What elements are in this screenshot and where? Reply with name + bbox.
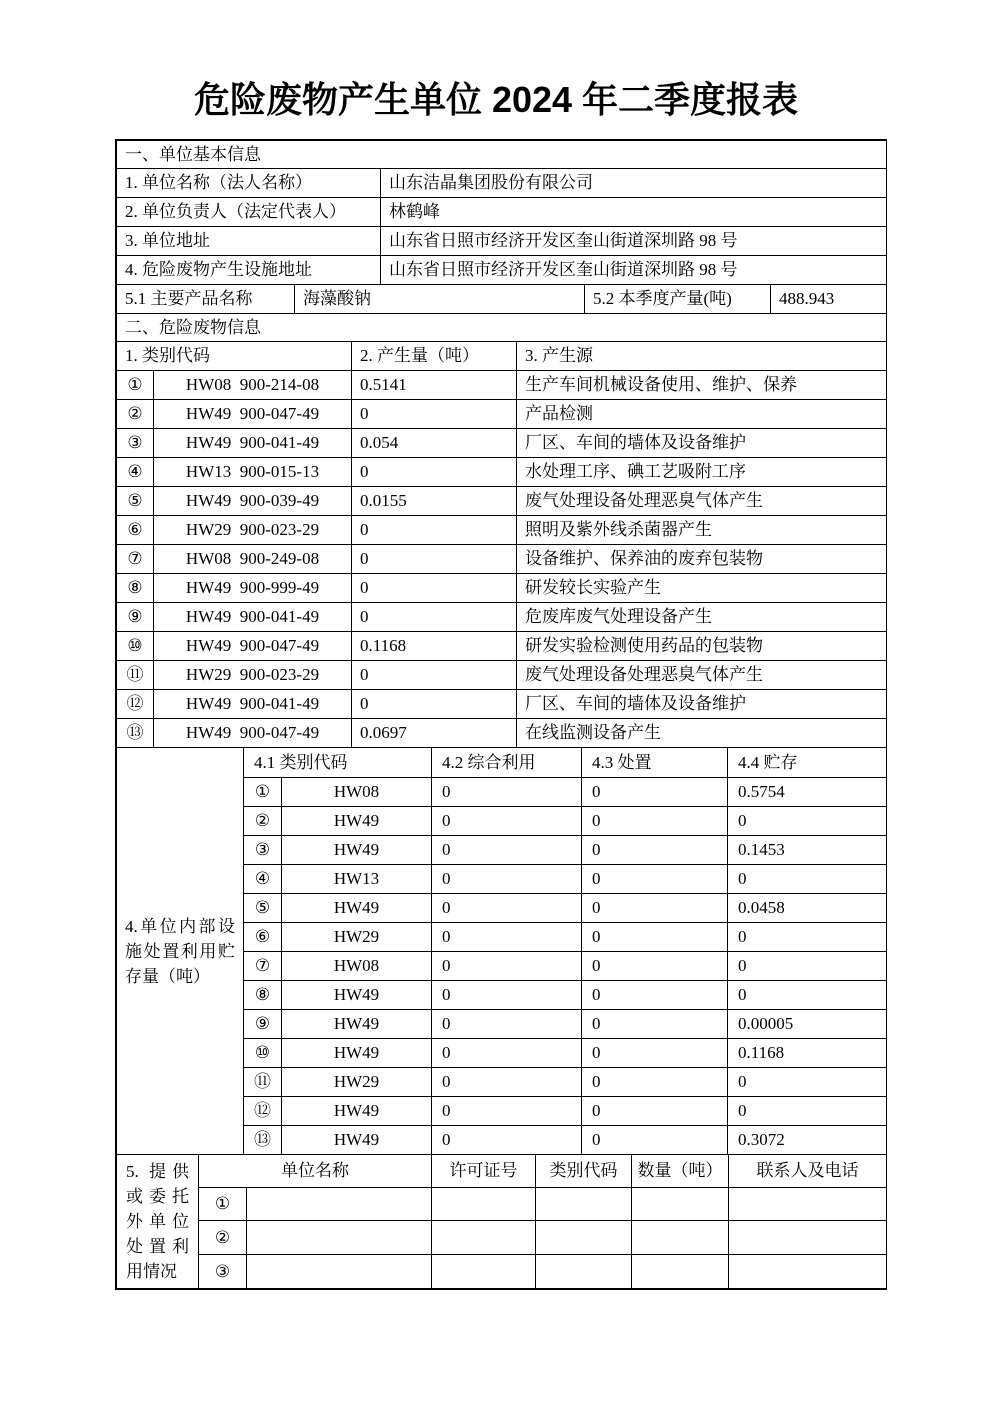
waste-row xyxy=(117,487,887,516)
external-code-cell xyxy=(536,1255,632,1289)
row-number: ③ xyxy=(244,836,282,865)
waste-source: 在线监测设备产生 xyxy=(517,719,887,748)
unit-address-row xyxy=(117,227,887,256)
external-row xyxy=(117,1255,887,1289)
section4-label: 4.单位内部设施处置利用贮存量（吨） xyxy=(117,748,244,1155)
waste-code: HW29 900-023-29 xyxy=(154,661,352,690)
row-number: ⑪ xyxy=(244,1068,282,1097)
row-number: ② xyxy=(199,1221,247,1255)
waste-amount: 0 xyxy=(352,690,517,719)
product-row xyxy=(117,285,887,314)
row-number: ⑬ xyxy=(117,719,154,748)
hw-code: HW49 xyxy=(282,894,432,923)
storage-value: 0 xyxy=(728,981,887,1010)
product-name-value: 海藻酸钠 xyxy=(295,285,585,314)
hw-code: HW49 xyxy=(282,1126,432,1155)
col-header-disposal: 4.3 处置 xyxy=(582,748,728,778)
waste-source: 危废库废气处理设备产生 xyxy=(517,603,887,632)
waste-code: HW49 900-999-49 xyxy=(154,574,352,603)
row-number: ⑧ xyxy=(244,981,282,1010)
row-number: ④ xyxy=(244,865,282,894)
quarter-output-label: 5.2 本季度产量(吨) xyxy=(585,285,771,314)
row-number: ⑨ xyxy=(244,1010,282,1039)
waste-row xyxy=(117,690,887,719)
external-unit-name-cell xyxy=(247,1255,432,1289)
external-quantity-cell xyxy=(632,1255,729,1289)
hw-code: HW29 xyxy=(282,923,432,952)
waste-code: HW49 900-047-49 xyxy=(154,719,352,748)
section5-label: 5. 提供或委托外单位处置利用情况 xyxy=(117,1155,199,1289)
waste-code: HW13 900-015-13 xyxy=(154,458,352,487)
storage-value: 0 xyxy=(728,807,887,836)
storage-value: 0.00005 xyxy=(728,1010,887,1039)
col-header-generated-amount: 2. 产生量（吨） xyxy=(352,342,517,371)
waste-row xyxy=(117,574,887,603)
waste-code: HW08 900-249-08 xyxy=(154,545,352,574)
external-row xyxy=(117,1187,887,1221)
disposal-value: 0 xyxy=(582,981,728,1010)
unit-head-label: 2. 单位负责人（法定代表人） xyxy=(117,198,381,227)
waste-code: HW49 900-041-49 xyxy=(154,603,352,632)
external-contact-cell xyxy=(729,1187,887,1221)
col-header-generation-source: 3. 产生源 xyxy=(517,342,887,371)
disposal-value: 0 xyxy=(582,894,728,923)
waste-row xyxy=(117,400,887,429)
hw-code: HW49 xyxy=(282,1097,432,1126)
external-quantity-cell xyxy=(632,1221,729,1255)
col-header-category-code: 1. 类别代码 xyxy=(117,342,352,371)
hw-code: HW49 xyxy=(282,1039,432,1068)
section5-table xyxy=(116,1154,887,1289)
disposal-value: 0 xyxy=(582,1126,728,1155)
hw-code: HW13 xyxy=(282,865,432,894)
row-number: ② xyxy=(117,400,154,429)
unit-name-value: 山东洁晶集团股份有限公司 xyxy=(381,169,887,198)
section1-header: 一、单位基本信息 xyxy=(117,141,887,169)
storage-value: 0 xyxy=(728,923,887,952)
row-number: ⑤ xyxy=(244,894,282,923)
row-number: ① xyxy=(199,1187,247,1221)
row-number: ⑩ xyxy=(244,1039,282,1068)
waste-row xyxy=(117,661,887,690)
unit-name-label: 1. 单位名称（法人名称） xyxy=(117,169,381,198)
row-number: ⑦ xyxy=(117,545,154,574)
disposal-value: 0 xyxy=(582,807,728,836)
row-number: ② xyxy=(244,807,282,836)
waste-source: 研发实验检测使用药品的包装物 xyxy=(517,632,887,661)
external-unit-name-cell xyxy=(247,1187,432,1221)
section2-table xyxy=(116,313,887,748)
reuse-value: 0 xyxy=(432,923,582,952)
storage-value: 0 xyxy=(728,1068,887,1097)
waste-code: HW29 900-023-29 xyxy=(154,516,352,545)
disposal-value: 0 xyxy=(582,778,728,807)
external-license-cell xyxy=(432,1187,536,1221)
disposal-value: 0 xyxy=(582,923,728,952)
quarter-output-value: 488.943 xyxy=(771,285,887,314)
waste-source: 厂区、车间的墙体及设备维护 xyxy=(517,690,887,719)
row-number: ⑧ xyxy=(117,574,154,603)
disposal-value: 0 xyxy=(582,836,728,865)
col-header-license-number: 许可证号 xyxy=(432,1155,536,1188)
reuse-value: 0 xyxy=(432,865,582,894)
storage-value: 0 xyxy=(728,865,887,894)
reuse-value: 0 xyxy=(432,1010,582,1039)
row-number: ⑫ xyxy=(117,690,154,719)
waste-source: 厂区、车间的墙体及设备维护 xyxy=(517,429,887,458)
hw-code: HW49 xyxy=(282,1010,432,1039)
row-number: ⑪ xyxy=(117,661,154,690)
row-number: ④ xyxy=(117,458,154,487)
external-contact-cell xyxy=(729,1255,887,1289)
waste-amount: 0.0697 xyxy=(352,719,517,748)
section2-header: 二、危险废物信息 xyxy=(117,314,887,342)
reuse-value: 0 xyxy=(432,1126,582,1155)
waste-amount: 0 xyxy=(352,661,517,690)
row-number: ⑫ xyxy=(244,1097,282,1126)
row-number: ① xyxy=(117,371,154,400)
waste-amount: 0 xyxy=(352,545,517,574)
row-number: ① xyxy=(244,778,282,807)
storage-value: 0 xyxy=(728,952,887,981)
col-header-comprehensive-use: 4.2 综合利用 xyxy=(432,748,582,778)
waste-amount: 0 xyxy=(352,400,517,429)
reuse-value: 0 xyxy=(432,952,582,981)
external-license-cell xyxy=(432,1221,536,1255)
section1-table xyxy=(116,140,887,285)
waste-row xyxy=(117,429,887,458)
row-number: ⑬ xyxy=(244,1126,282,1155)
section2-columns-row xyxy=(117,342,887,371)
reuse-value: 0 xyxy=(432,894,582,923)
disposal-value: 0 xyxy=(582,1068,728,1097)
report-table xyxy=(116,140,886,1289)
waste-row xyxy=(117,719,887,748)
row-number: ⑥ xyxy=(244,923,282,952)
waste-source: 水处理工序、碘工艺吸附工序 xyxy=(517,458,887,487)
reuse-value: 0 xyxy=(432,1068,582,1097)
waste-row xyxy=(117,458,887,487)
waste-source: 产品检测 xyxy=(517,400,887,429)
col-header-quantity: 数量（吨） xyxy=(632,1155,729,1188)
row-number: ③ xyxy=(117,429,154,458)
waste-amount: 0 xyxy=(352,458,517,487)
waste-source: 废气处理设备处理恶臭气体产生 xyxy=(517,487,887,516)
hw-code: HW29 xyxy=(282,1068,432,1097)
waste-amount: 0.5141 xyxy=(352,371,517,400)
col-header-category-code-5: 类别代码 xyxy=(536,1155,632,1188)
reuse-value: 0 xyxy=(432,981,582,1010)
reuse-value: 0 xyxy=(432,1097,582,1126)
external-contact-cell xyxy=(729,1221,887,1255)
external-quantity-cell xyxy=(632,1187,729,1221)
row-number: ③ xyxy=(199,1255,247,1289)
waste-source: 废气处理设备处理恶臭气体产生 xyxy=(517,661,887,690)
waste-source: 设备维护、保养油的废弃包装物 xyxy=(517,545,887,574)
waste-row xyxy=(117,371,887,400)
waste-amount: 0.0155 xyxy=(352,487,517,516)
external-code-cell xyxy=(536,1221,632,1255)
waste-amount: 0 xyxy=(352,603,517,632)
section2-header-row xyxy=(117,314,887,342)
waste-code: HW49 900-039-49 xyxy=(154,487,352,516)
disposal-value: 0 xyxy=(582,1039,728,1068)
hw-code: HW08 xyxy=(282,778,432,807)
reuse-value: 0 xyxy=(432,1039,582,1068)
hw-code: HW49 xyxy=(282,981,432,1010)
col-header-contact-phone: 联系人及电话 xyxy=(729,1155,887,1188)
facility-address-label: 4. 危险废物产生设施地址 xyxy=(117,256,381,285)
page-title: 危险废物产生单位 2024 年二季度报表 xyxy=(193,79,799,120)
hw-code: HW08 xyxy=(282,952,432,981)
storage-value: 0.1453 xyxy=(728,836,887,865)
waste-source: 生产车间机械设备使用、维护、保养 xyxy=(517,371,887,400)
unit-name-row xyxy=(117,169,887,198)
waste-amount: 0 xyxy=(352,574,517,603)
hw-code: HW49 xyxy=(282,807,432,836)
facility-address-value: 山东省日照市经济开发区奎山街道深圳路 98 号 xyxy=(381,256,887,285)
external-row xyxy=(117,1221,887,1255)
waste-code: HW49 900-047-49 xyxy=(154,400,352,429)
disposal-value: 0 xyxy=(582,1097,728,1126)
waste-source: 研发较长实验产生 xyxy=(517,574,887,603)
unit-address-value: 山东省日照市经济开发区奎山街道深圳路 98 号 xyxy=(381,227,887,256)
disposal-value: 0 xyxy=(582,1010,728,1039)
reuse-value: 0 xyxy=(432,807,582,836)
row-number: ⑦ xyxy=(244,952,282,981)
waste-row xyxy=(117,545,887,574)
unit-address-label: 3. 单位地址 xyxy=(117,227,381,256)
col-header-category-code-4: 4.1 类别代码 xyxy=(244,748,432,778)
unit-head-row xyxy=(117,198,887,227)
waste-amount: 0 xyxy=(352,516,517,545)
external-code-cell xyxy=(536,1187,632,1221)
reuse-value: 0 xyxy=(432,836,582,865)
waste-row xyxy=(117,603,887,632)
row-number: ⑥ xyxy=(117,516,154,545)
external-license-cell xyxy=(432,1255,536,1289)
reuse-value: 0 xyxy=(432,778,582,807)
section4-table xyxy=(116,747,887,1155)
waste-source: 照明及紫外线杀菌器产生 xyxy=(517,516,887,545)
waste-amount: 0.054 xyxy=(352,429,517,458)
disposal-value: 0 xyxy=(582,952,728,981)
storage-value: 0 xyxy=(728,1097,887,1126)
waste-amount: 0.1168 xyxy=(352,632,517,661)
row-number: ⑩ xyxy=(117,632,154,661)
section4-columns-row xyxy=(117,748,887,778)
waste-code: HW49 900-041-49 xyxy=(154,429,352,458)
product-table xyxy=(116,284,887,314)
product-name-label: 5.1 主要产品名称 xyxy=(117,285,295,314)
hw-code: HW49 xyxy=(282,836,432,865)
unit-head-value: 林鹤峰 xyxy=(381,198,887,227)
section1-header-row xyxy=(117,141,887,169)
storage-value: 0.0458 xyxy=(728,894,887,923)
disposal-value: 0 xyxy=(582,865,728,894)
waste-code: HW49 900-041-49 xyxy=(154,690,352,719)
waste-code: HW08 900-214-08 xyxy=(154,371,352,400)
col-header-unit-name: 单位名称 xyxy=(199,1155,432,1188)
storage-value: 0.5754 xyxy=(728,778,887,807)
waste-row xyxy=(117,632,887,661)
section5-columns-row xyxy=(117,1155,887,1188)
row-number: ⑨ xyxy=(117,603,154,632)
external-unit-name-cell xyxy=(247,1221,432,1255)
waste-code: HW49 900-047-49 xyxy=(154,632,352,661)
facility-address-row xyxy=(117,256,887,285)
storage-value: 0.1168 xyxy=(728,1039,887,1068)
row-number: ⑤ xyxy=(117,487,154,516)
col-header-storage: 4.4 贮存 xyxy=(728,748,887,778)
waste-row xyxy=(117,516,887,545)
storage-value: 0.3072 xyxy=(728,1126,887,1155)
